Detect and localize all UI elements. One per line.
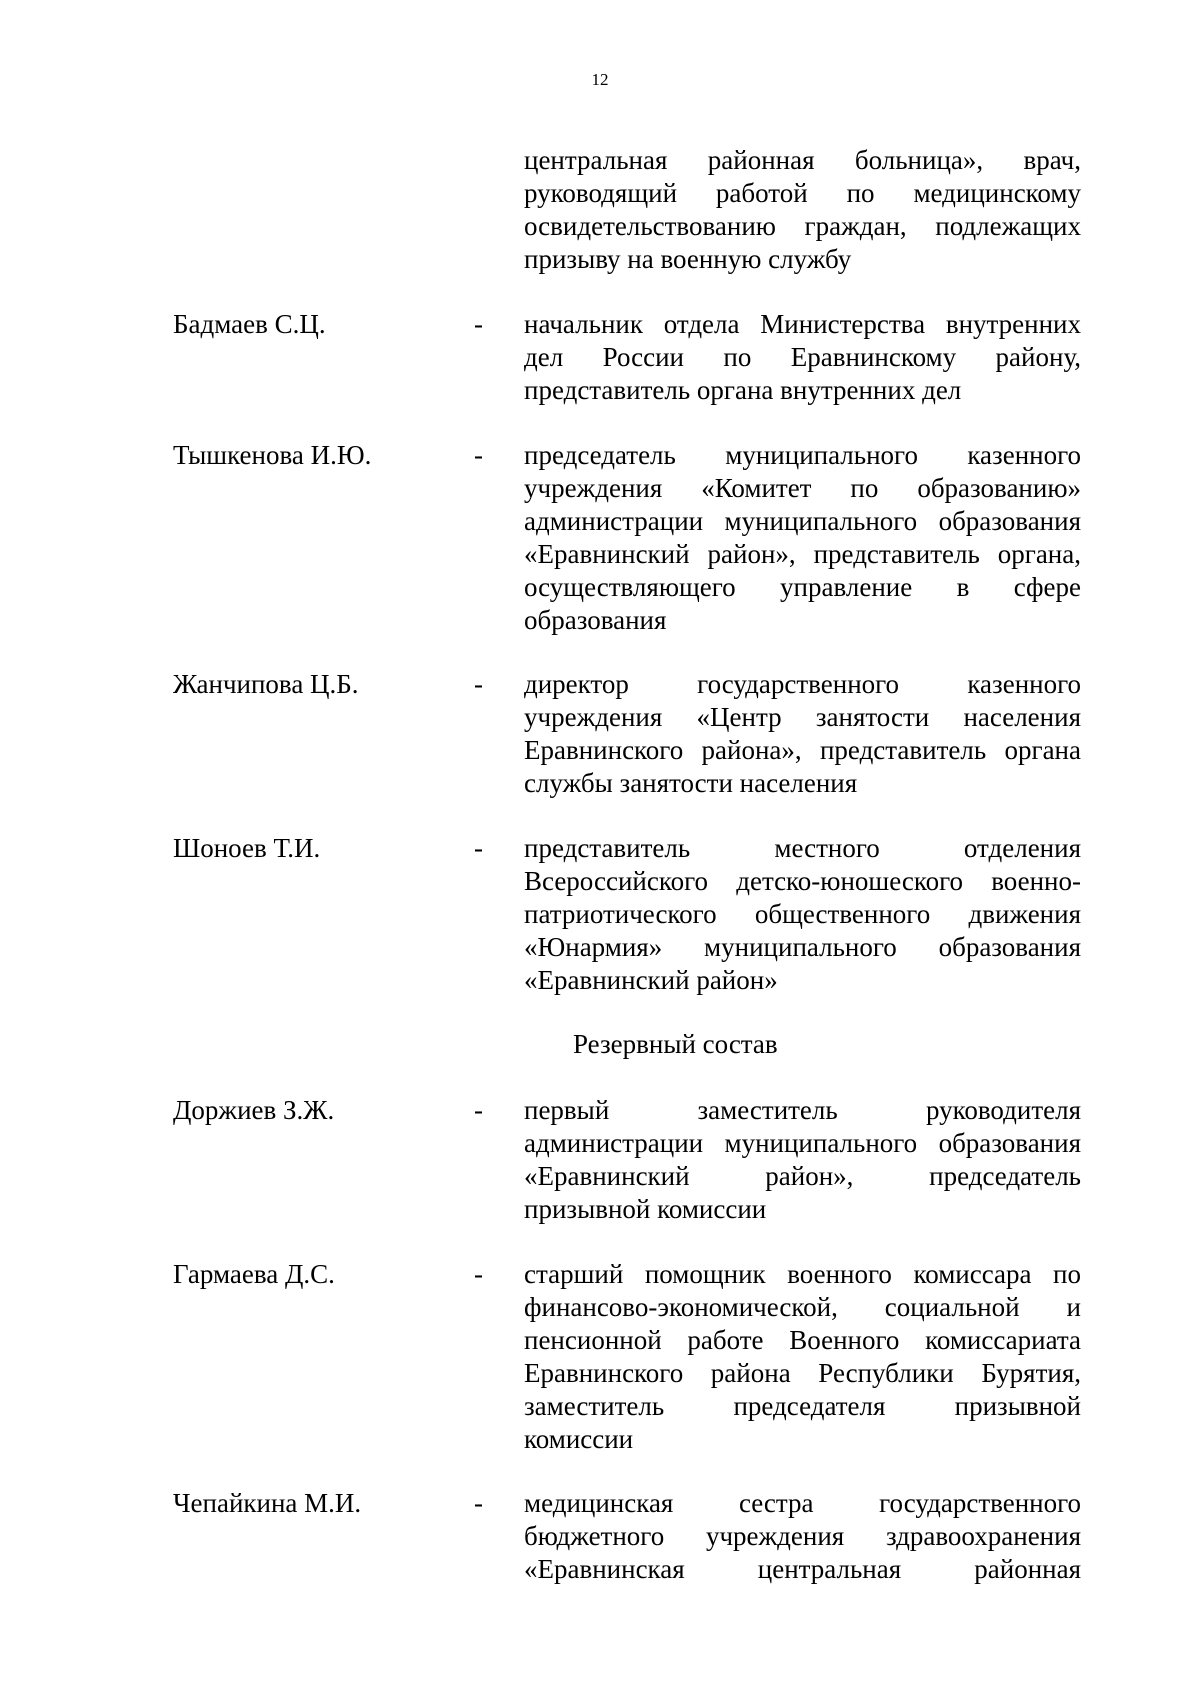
continuation-description [524, 144, 1081, 276]
description-line: «Юнармия» муниципального образования [524, 932, 1081, 962]
description-line: Всероссийского детско-юношеского военно- [524, 866, 1081, 896]
description-line: руководящий работой по медицинскому [524, 178, 1081, 208]
description-line: центральная районная больница», врач, [524, 145, 1081, 175]
description-line: Еравнинского района Республики Бурятия, [524, 1358, 1081, 1388]
member-dash: - [474, 309, 483, 339]
reserve-heading: Резервный состав [573, 1029, 778, 1059]
description-line: «Еравнинская центральная районная [524, 1554, 1081, 1584]
member-dash: - [474, 833, 483, 863]
description-line: освидетельствованию граждан, подлежащих [524, 211, 1081, 241]
member-description [524, 439, 1081, 637]
description-line: представитель местного отделения [524, 833, 1081, 863]
member-name: Чепайкина М.И. [173, 1488, 362, 1518]
description-line: старший помощник военного комиссара по [524, 1259, 1081, 1289]
member-name: Гармаева Д.С. [173, 1259, 335, 1289]
description-line: председатель муниципального казенного [524, 440, 1081, 470]
member-dash: - [474, 1488, 483, 1518]
member-description [524, 1094, 1081, 1226]
description-line: учреждения «Комитет по образованию» [524, 473, 1081, 503]
description-line: дел России по Еравнинскому району, [524, 342, 1081, 372]
description-line: заместитель председателя призывной [524, 1391, 1081, 1421]
member-description [524, 1258, 1081, 1456]
member-dash: - [474, 1259, 483, 1289]
description-line: Еравнинского района», представитель органа [524, 735, 1081, 765]
member-name: Тышкенова И.Ю. [173, 440, 372, 470]
description-line: первый заместитель руководителя [524, 1095, 1081, 1125]
description-line: пенсионной работе Военного комиссариата [524, 1325, 1081, 1355]
description-line: администрации муниципального образования [524, 1128, 1081, 1158]
description-line: призыву на военную службу [524, 244, 852, 274]
description-line: «Еравнинский район», представитель органа, [524, 539, 1081, 569]
description-line: «Еравнинский район», председатель [524, 1161, 1081, 1191]
page-number: 12 [591, 70, 609, 89]
member-description [524, 668, 1081, 800]
member-dash: - [474, 1095, 483, 1125]
description-line: комиссии [524, 1424, 634, 1454]
description-line: представитель органа внутренних дел [524, 375, 962, 405]
description-line: образования [524, 605, 667, 635]
description-line: бюджетного учреждения здравоохранения [524, 1521, 1081, 1551]
description-line: осуществляющего управление в сфере [524, 572, 1081, 602]
description-line: патриотического общественного движения [524, 899, 1081, 929]
description-line: учреждения «Центр занятости населения [524, 702, 1081, 732]
member-description [524, 1487, 1081, 1586]
member-dash: - [474, 440, 483, 470]
description-line: «Еравнинский район» [524, 965, 778, 995]
description-line: администрации муниципального образования [524, 506, 1081, 536]
member-description [524, 832, 1081, 997]
description-line: начальник отдела Министерства внутренних [524, 309, 1081, 339]
description-line: призывной комиссии [524, 1194, 767, 1224]
member-name: Жанчипова Ц.Б. [173, 669, 359, 699]
member-description [524, 308, 1081, 407]
description-line: медицинская сестра государственного [524, 1488, 1081, 1518]
member-name: Доржиев З.Ж. [173, 1095, 335, 1125]
member-name: Бадмаев С.Ц. [173, 309, 326, 339]
description-line: службы занятости населения [524, 768, 858, 798]
member-name: Шоноев Т.И. [173, 833, 321, 863]
member-dash: - [474, 669, 483, 699]
description-line: финансово-экономической, социальной и [524, 1292, 1081, 1322]
description-line: директор государственного казенного [524, 669, 1081, 699]
